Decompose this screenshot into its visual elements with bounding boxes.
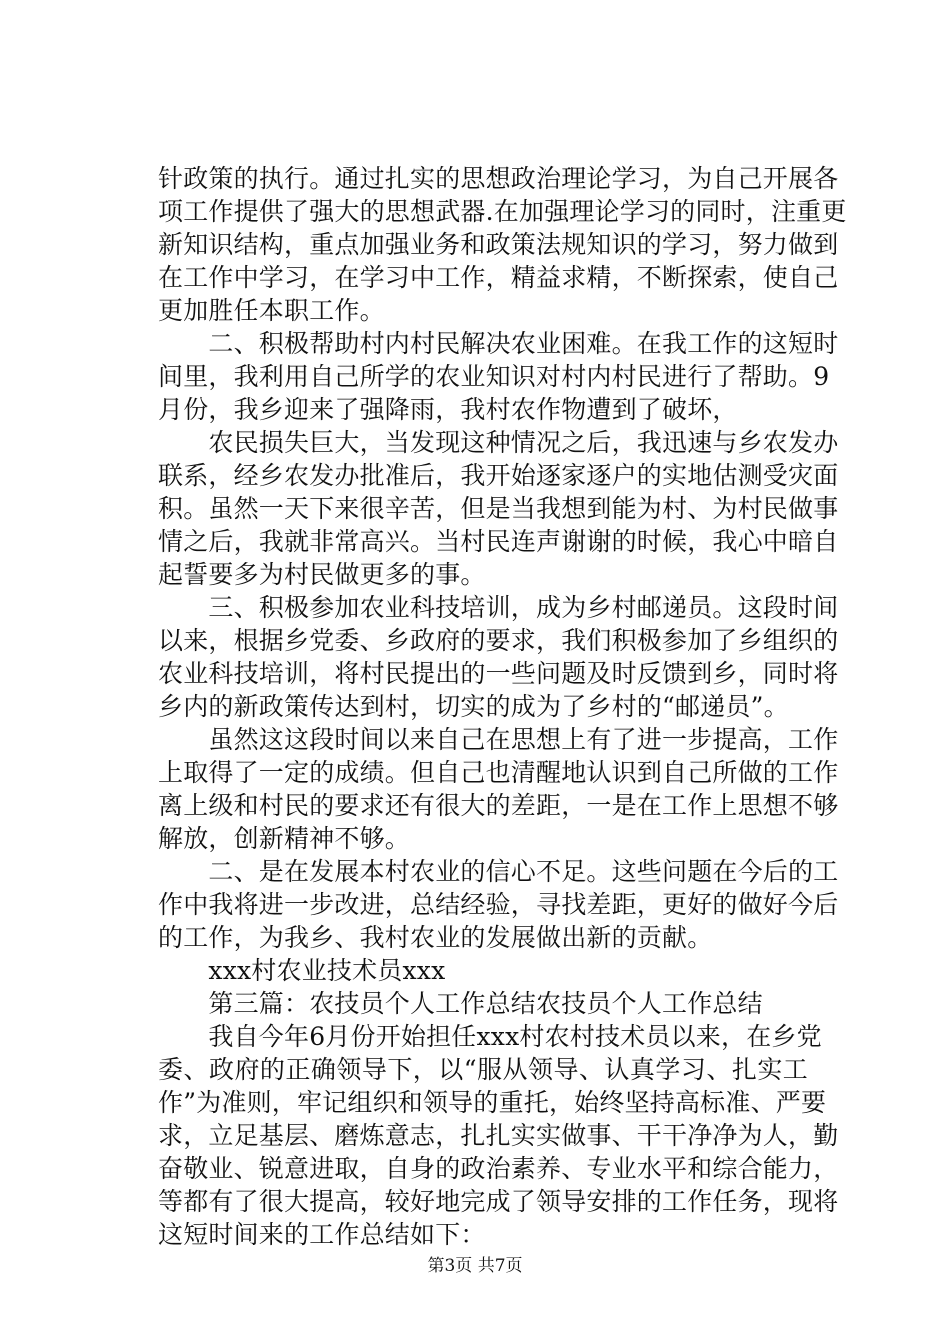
text-line: 新知识结构，重点加强业务和政策法规知识的学习，努力做到	[158, 230, 839, 259]
text-line: 作中我将进一步改进，总结经验，寻找差距，更好的做好今后	[158, 890, 839, 919]
text-line: 乡内的新政策传达到村，切实的成为了乡村的“邮递员”。	[158, 692, 789, 721]
text-line: 作”为准则，牢记组织和领导的重托，始终坚持高标准、严要	[158, 1088, 827, 1117]
text-line: 农民损失巨大，当发现这种情况之后，我迅速与乡农发办	[158, 428, 839, 457]
text-line: 针政策的执行。通过扎实的思想政治理论学习，为自己开展各	[158, 164, 839, 193]
text-line: 上取得了一定的成绩。但自己也清醒地认识到自己所做的工作	[158, 758, 839, 787]
signature-line: xxx村农业技术员xxx	[158, 956, 446, 985]
text-line: 委、政府的正确领导下，以“服从领导、认真学习、扎实工	[158, 1055, 808, 1084]
text-line: 以来，根据乡党委、乡政府的要求，我们积极参加了乡组织的	[158, 626, 839, 655]
page-number-footer: 第3页 共7页	[427, 1256, 523, 1276]
section-heading: 第三篇：农技员个人工作总结农技员个人工作总结	[158, 989, 763, 1018]
text-line: 情之后，我就非常高兴。当村民连声谢谢的时候，我心中暗自	[158, 527, 839, 556]
document-body	[158, 162, 847, 1251]
text-line: 更加胜任本职工作。	[158, 296, 385, 325]
text-line: 农业科技培训，将村民提出的一些问题及时反馈到乡，同时将	[158, 659, 839, 688]
text-line: 离上级和村民的要求还有很大的差距，一是在工作上思想不够	[158, 791, 839, 820]
text-line: 三、积极参加农业科技培训，成为乡村邮递员。这段时间	[158, 593, 839, 622]
text-line: 求，立足基层、磨炼意志，扎扎实实做事、干干净净为人，勤	[158, 1121, 839, 1150]
text-line: 积。虽然一天下来很辛苦，但是当我想到能为村、为村民做事	[158, 494, 839, 523]
text-line: 这短时间来的工作总结如下：	[158, 1220, 486, 1249]
text-line: 的工作，为我乡、我村农业的发展做出新的贡献。	[158, 923, 713, 952]
text-line: 我自今年6月份开始担任xxx村农村技术员以来，在乡党	[158, 1022, 822, 1051]
text-line: 虽然这这段时间以来自己在思想上有了进一步提高，工作	[158, 725, 839, 754]
text-line: 月份，我乡迎来了强降雨，我村农作物遭到了破坏，	[158, 395, 738, 424]
text-line: 二、积极帮助村内村民解决农业困难。在我工作的这短时	[158, 329, 839, 358]
text-line: 起誓要多为村民做更多的事。	[158, 560, 486, 589]
text-line: 奋敬业、锐意进取，自身的政治素养、专业水平和综合能力，	[158, 1154, 839, 1183]
text-line: 项工作提供了强大的思想武器.在加强理论学习的同时，注重更	[158, 197, 847, 226]
text-line: 联系，经乡农发办批准后，我开始逐家逐户的实地估测受灾面	[158, 461, 839, 490]
text-line: 解放，创新精神不够。	[158, 824, 411, 853]
text-line: 二、是在发展本村农业的信心不足。这些问题在今后的工	[158, 857, 839, 886]
text-line: 等都有了很大提高，较好地完成了领导安排的工作任务，现将	[158, 1187, 839, 1216]
text-line: 在工作中学习，在学习中工作，精益求精，不断探索，使自己	[158, 263, 839, 292]
text-line: 间里，我利用自己所学的农业知识对村内村民进行了帮助。9	[158, 362, 830, 391]
